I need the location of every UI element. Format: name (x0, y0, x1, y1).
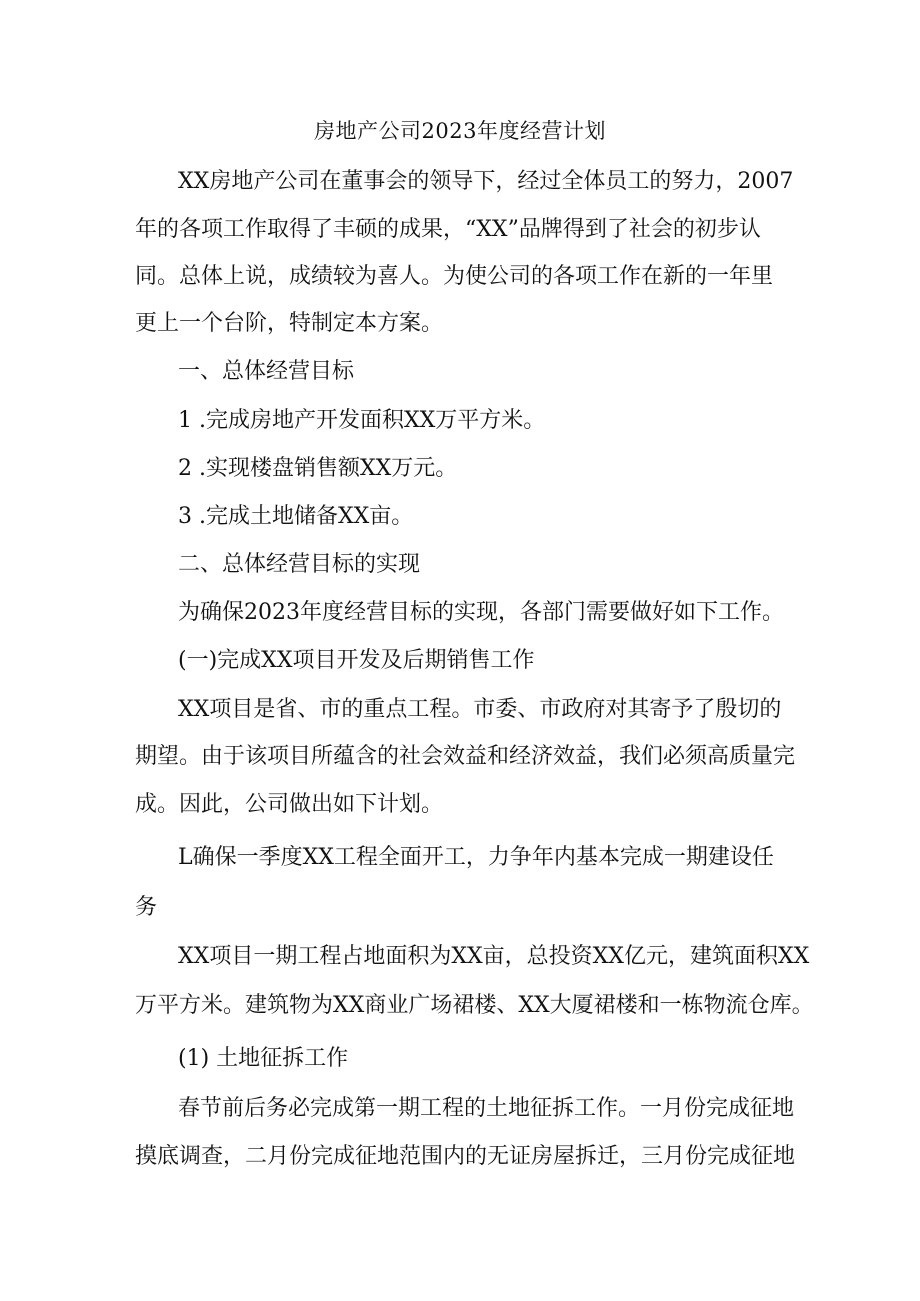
paragraph-phase1-line-2: 万平方米。建筑物为XX商业广场裙楼、XX大厦裙楼和一栋物流仓库。 (135, 993, 814, 1018)
paragraph-intro-line-1: XX房地产公司在董事会的领导下，经过全体员工的努力，2007 (178, 169, 794, 194)
section-heading-2: 二、总体经营目标的实现 (178, 552, 421, 577)
paragraph-intro-line-4: 更上一个台阶，特制定本方案。 (135, 311, 444, 336)
subsection-heading-1: (一)完成XX项目开发及后期销售工作 (178, 648, 535, 673)
task-heading-line-1: L确保一季度XX工程全面开工，力争年内基本完成一期建设任 (178, 845, 774, 870)
paragraph-project-line-3: 成。因此，公司做出如下计划。 (135, 792, 444, 817)
goal-item-2: 2 .实现楼盘销售额XX万元。 (178, 456, 458, 481)
paragraph-project-line-1: XX项目是省、市的重点工程。市委、市政府对其寄予了殷切的 (178, 697, 782, 722)
subitem-heading-1: (1) 土地征拆工作 (178, 1046, 349, 1071)
paragraph-phase1-line-1: XX项目一期工程占地面积为XX亩，总投资XX亿元，建筑面积XX (178, 944, 810, 969)
paragraph-intro-line-2: 年的各项工作取得了丰硕的成果，“XX”品牌得到了社会的初步认 (135, 217, 761, 242)
goal-item-3: 3 .完成土地储备XX亩。 (178, 504, 414, 529)
paragraph-land-line-1: 春节前后务必完成第一期工程的土地征拆工作。一月份完成征地 (178, 1096, 795, 1121)
goal-item-1: 1 .完成房地产开发面积XX万平方米。 (178, 408, 546, 433)
paragraph-ensure: 为确保2023年度经营目标的实现，各部门需要做好如下工作。 (178, 600, 784, 625)
paragraph-land-line-2: 摸底调查，二月份完成征地范围内的无证房屋拆迁，三月份完成征地 (135, 1144, 796, 1169)
section-heading-1: 一、总体经营目标 (178, 359, 355, 384)
document-title: 房地产公司2023年度经营计划 (314, 119, 606, 143)
task-heading-line-2: 务 (135, 895, 158, 920)
paragraph-intro-line-3: 同。总体上说，成绩较为喜人。为使公司的各项工作在新的一年里 (135, 264, 774, 289)
paragraph-project-line-2: 期望。由于该项目所蕴含的社会效益和经济效益，我们必须高质量完 (135, 744, 796, 769)
